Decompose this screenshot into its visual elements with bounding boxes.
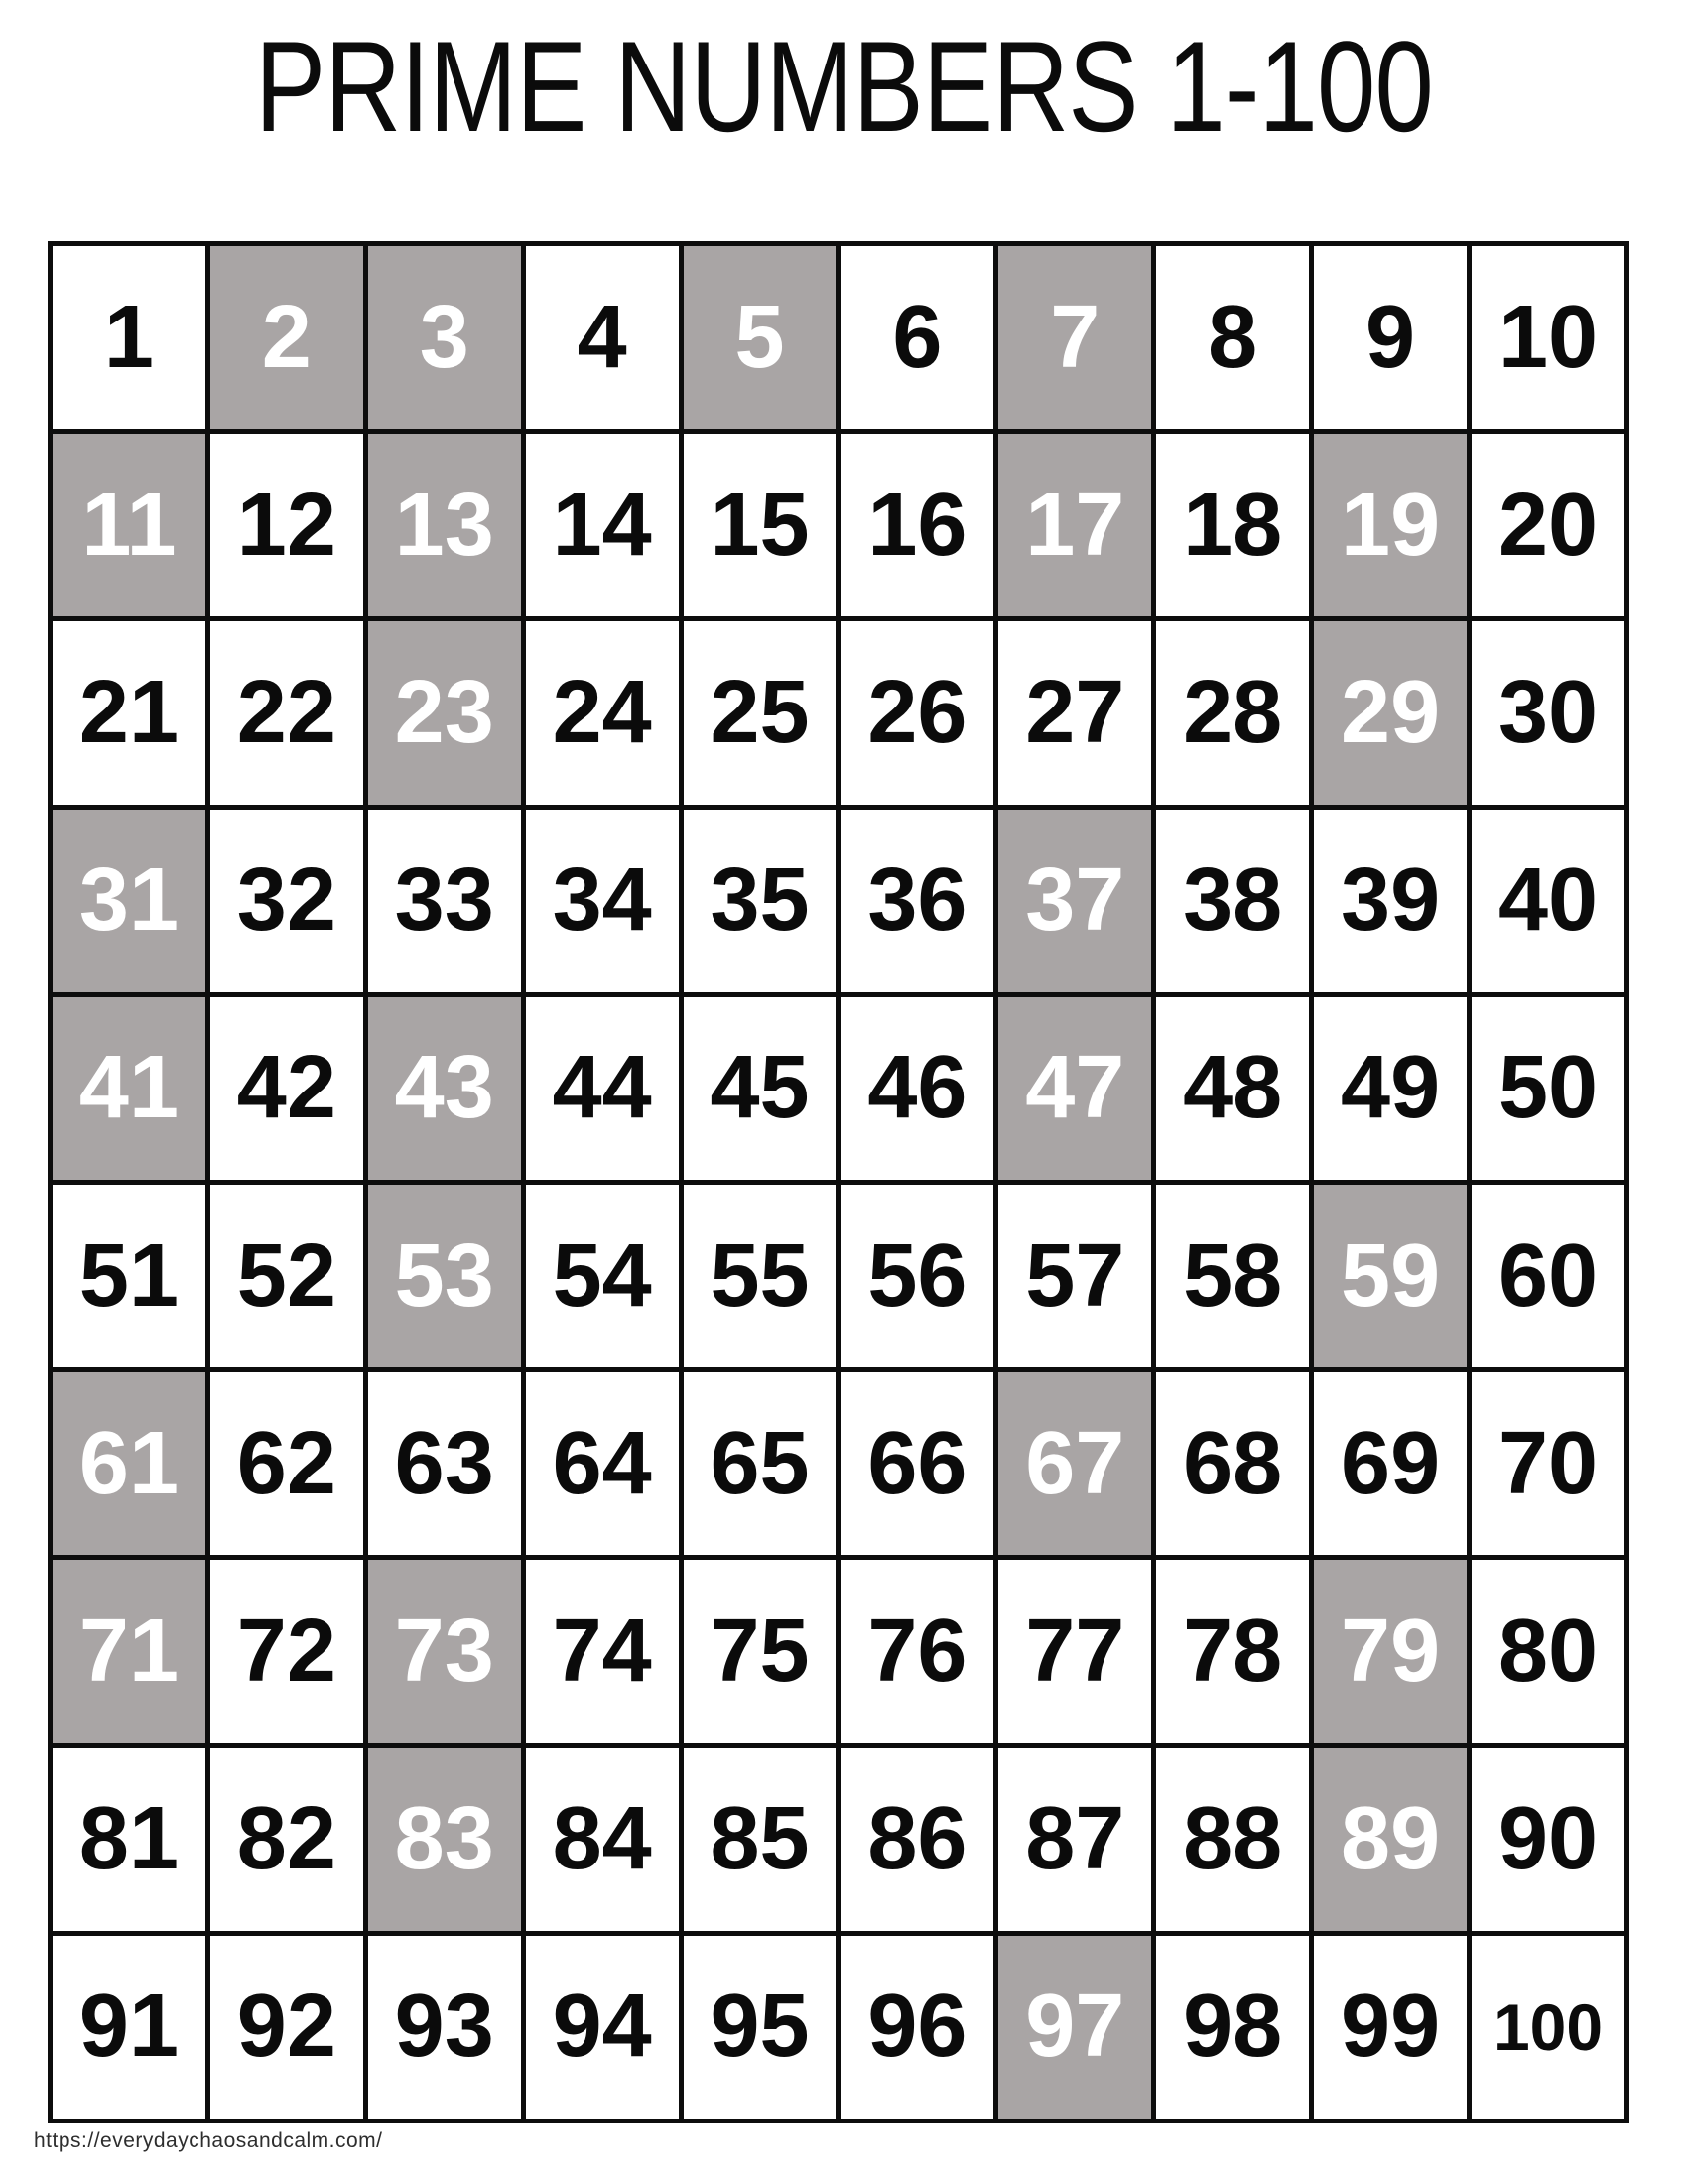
grid-cell-17: 17: [996, 432, 1154, 619]
grid-cell-1: 1: [51, 244, 208, 432]
grid-cell-34: 34: [523, 807, 681, 994]
grid-cell-88: 88: [1154, 1745, 1312, 1933]
grid-cell-69: 69: [1312, 1370, 1470, 1558]
grid-cell-87: 87: [996, 1745, 1154, 1933]
grid-cell-86: 86: [839, 1745, 996, 1933]
grid-cell-7: 7: [996, 244, 1154, 432]
grid-cell-32: 32: [207, 807, 365, 994]
grid-cell-95: 95: [681, 1933, 839, 2120]
grid-cell-75: 75: [681, 1558, 839, 1745]
grid-cell-57: 57: [996, 1182, 1154, 1369]
grid-cell-3: 3: [365, 244, 523, 432]
grid-cell-94: 94: [523, 1933, 681, 2120]
grid-cell-100: 100: [1470, 1933, 1627, 2120]
grid-cell-12: 12: [207, 432, 365, 619]
grid-cell-61: 61: [51, 1370, 208, 1558]
grid-cell-9: 9: [1312, 244, 1470, 432]
grid-cell-20: 20: [1470, 432, 1627, 619]
grid-cell-78: 78: [1154, 1558, 1312, 1745]
grid-cell-16: 16: [839, 432, 996, 619]
grid-cell-39: 39: [1312, 807, 1470, 994]
grid-cell-59: 59: [1312, 1182, 1470, 1369]
grid-cell-13: 13: [365, 432, 523, 619]
grid-cell-31: 31: [51, 807, 208, 994]
grid-cell-98: 98: [1154, 1933, 1312, 2120]
grid-cell-99: 99: [1312, 1933, 1470, 2120]
grid-cell-5: 5: [681, 244, 839, 432]
grid-cell-30: 30: [1470, 619, 1627, 807]
grid-row-7: [51, 1370, 1627, 1558]
grid-cell-21: 21: [51, 619, 208, 807]
grid-cell-43: 43: [365, 994, 523, 1182]
grid-cell-96: 96: [839, 1933, 996, 2120]
grid-cell-33: 33: [365, 807, 523, 994]
grid-row-6: [51, 1182, 1627, 1369]
grid-cell-71: 71: [51, 1558, 208, 1745]
grid-cell-22: 22: [207, 619, 365, 807]
grid-cell-80: 80: [1470, 1558, 1627, 1745]
grid-cell-47: 47: [996, 994, 1154, 1182]
grid-cell-77: 77: [996, 1558, 1154, 1745]
grid-cell-41: 41: [51, 994, 208, 1182]
grid-cell-53: 53: [365, 1182, 523, 1369]
grid-cell-45: 45: [681, 994, 839, 1182]
grid-cell-26: 26: [839, 619, 996, 807]
grid-cell-73: 73: [365, 1558, 523, 1745]
grid-cell-68: 68: [1154, 1370, 1312, 1558]
grid-cell-63: 63: [365, 1370, 523, 1558]
grid-cell-54: 54: [523, 1182, 681, 1369]
grid-cell-2: 2: [207, 244, 365, 432]
grid-row-5: [51, 994, 1627, 1182]
grid-cell-14: 14: [523, 432, 681, 619]
grid-cell-36: 36: [839, 807, 996, 994]
grid-cell-18: 18: [1154, 432, 1312, 619]
grid-cell-35: 35: [681, 807, 839, 994]
grid-cell-92: 92: [207, 1933, 365, 2120]
page-title: PRIME NUMBERS 1-100: [255, 14, 1433, 159]
number-grid: [48, 241, 1629, 2123]
grid-row-8: [51, 1558, 1627, 1745]
grid-cell-40: 40: [1470, 807, 1627, 994]
grid-cell-50: 50: [1470, 994, 1627, 1182]
grid-cell-55: 55: [681, 1182, 839, 1369]
grid-cell-65: 65: [681, 1370, 839, 1558]
grid-cell-56: 56: [839, 1182, 996, 1369]
grid-cell-51: 51: [51, 1182, 208, 1369]
grid-cell-62: 62: [207, 1370, 365, 1558]
grid-cell-58: 58: [1154, 1182, 1312, 1369]
grid-cell-64: 64: [523, 1370, 681, 1558]
grid-cell-81: 81: [51, 1745, 208, 1933]
grid-cell-27: 27: [996, 619, 1154, 807]
grid-cell-67: 67: [996, 1370, 1154, 1558]
grid-cell-46: 46: [839, 994, 996, 1182]
grid-cell-4: 4: [523, 244, 681, 432]
grid-cell-6: 6: [839, 244, 996, 432]
grid-cell-90: 90: [1470, 1745, 1627, 1933]
grid-cell-44: 44: [523, 994, 681, 1182]
grid-row-1: [51, 244, 1627, 432]
grid-cell-8: 8: [1154, 244, 1312, 432]
grid-cell-15: 15: [681, 432, 839, 619]
grid-cell-52: 52: [207, 1182, 365, 1369]
footer-url: https://everydaychaosandcalm.com/: [34, 2129, 383, 2152]
grid-cell-49: 49: [1312, 994, 1470, 1182]
grid-cell-48: 48: [1154, 994, 1312, 1182]
grid-row-2: [51, 432, 1627, 619]
grid-cell-19: 19: [1312, 432, 1470, 619]
grid-cell-83: 83: [365, 1745, 523, 1933]
grid-cell-23: 23: [365, 619, 523, 807]
grid-cell-37: 37: [996, 807, 1154, 994]
grid-cell-85: 85: [681, 1745, 839, 1933]
grid-cell-11: 11: [51, 432, 208, 619]
grid-cell-28: 28: [1154, 619, 1312, 807]
grid-cell-74: 74: [523, 1558, 681, 1745]
grid-cell-24: 24: [523, 619, 681, 807]
grid-cell-89: 89: [1312, 1745, 1470, 1933]
grid-cell-79: 79: [1312, 1558, 1470, 1745]
grid-cell-97: 97: [996, 1933, 1154, 2120]
grid-cell-66: 66: [839, 1370, 996, 1558]
grid-cell-76: 76: [839, 1558, 996, 1745]
grid-cell-82: 82: [207, 1745, 365, 1933]
grid-cell-38: 38: [1154, 807, 1312, 994]
grid-row-9: [51, 1745, 1627, 1933]
grid-cell-25: 25: [681, 619, 839, 807]
grid-cell-70: 70: [1470, 1370, 1627, 1558]
grid-cell-72: 72: [207, 1558, 365, 1745]
grid-cell-42: 42: [207, 994, 365, 1182]
grid-cell-29: 29: [1312, 619, 1470, 807]
grid-cell-93: 93: [365, 1933, 523, 2120]
grid-cell-10: 10: [1470, 244, 1627, 432]
grid-row-4: [51, 807, 1627, 994]
grid-cell-60: 60: [1470, 1182, 1627, 1369]
grid-row-3: [51, 619, 1627, 807]
number-grid-body: [51, 244, 1627, 2121]
grid-cell-91: 91: [51, 1933, 208, 2120]
grid-row-10: [51, 1933, 1627, 2120]
grid-cell-84: 84: [523, 1745, 681, 1933]
